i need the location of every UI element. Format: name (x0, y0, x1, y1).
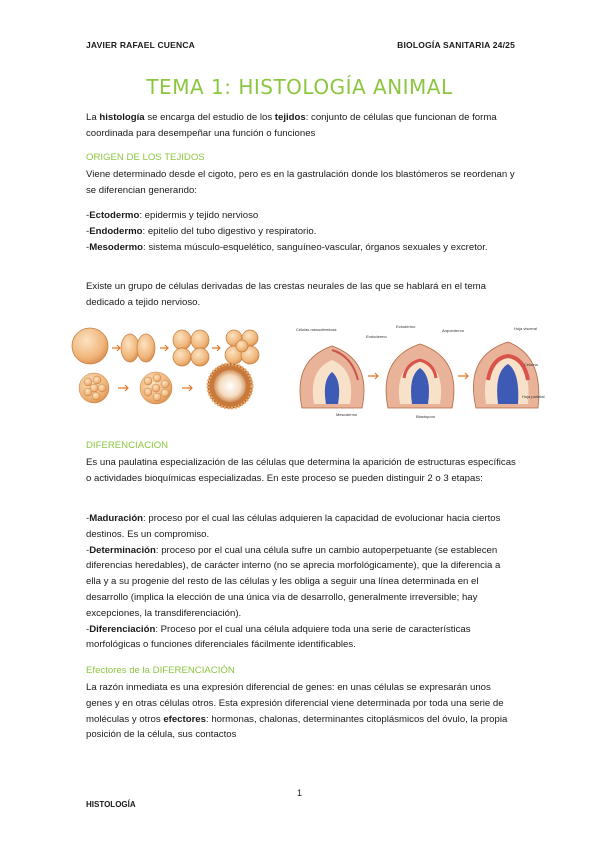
header-author: JAVIER RAFAEL CUENCA (86, 40, 196, 50)
label-blastoporo: Blastoporo (416, 414, 436, 419)
origen-paragraph: Viene determinado desde el cigoto, pero es en la gastrulación donde los blastómeros se reordenan y se diferencian generando: (86, 169, 515, 196)
term-histologia: histología (99, 112, 145, 123)
page-number: 1 (297, 788, 303, 798)
list-item: -Determinación: proceso por el cual una célula sufre un cambio autoperpetuante (se establecen diferencias heredables), de carácter interno (no se aprecia morfológicamente), que la diferencia a ella y a su progenie del resto de las células y les obliga a seguir una línea determinada en el desarrollo (implica la elección de una única vía de desarrollo, generalmente irreversible; hay excepciones, la transdiferenciación). (86, 544, 501, 619)
gastrulation-figure (292, 320, 546, 420)
diferenciacion-list (86, 511, 516, 653)
label-arquenteron: Arquenteron (442, 328, 465, 333)
label-mesodermo: Mesodermo (336, 412, 358, 417)
list-item: -Maduración: proceso por el cual las células adquieren la capacidad de evolucionar hacia ciertos destinos. Es un compromiso. (86, 513, 501, 540)
list-item: -Diferenciación: Proceso por el cual una célula adquiere toda una serie de características morfológicas o funciones diferenciales fácilmente identificables. (86, 623, 471, 651)
label-hoja-visceral: Hoja visceral (514, 326, 537, 331)
label-hoja-parietal: Hoja parietal (522, 394, 545, 399)
intro-paragraph: La histología se encarga del estudio de los tejidos: conjunto de células que funcionan de forma coordinada para desempeñar una función o funciones (86, 112, 497, 139)
list-item: -Ectodermo: epidermis y tejido nervioso (86, 210, 259, 221)
section-diferenciacion-heading: DIFERENCIACION (86, 440, 169, 451)
footer-label: HISTOLOGÍA (86, 800, 136, 809)
header-course: BIOLOGÍA SANITARIA 24/25 (397, 40, 515, 50)
term-efectores: efectores (163, 713, 206, 725)
section-efectores-heading: Efectores de la DIFERENCIACIÓN (86, 665, 235, 676)
section-origen-heading: ORIGEN DE LOS TEJIDOS (86, 152, 205, 163)
page-title: TEMA 1: HISTOLOGÍA ANIMAL (146, 75, 453, 99)
term-tejidos: tejidos (274, 112, 306, 123)
label-ectodermo: Ectodermo (396, 324, 416, 329)
label-celulas-mesodermicas: Células mesodérmicas (296, 327, 337, 332)
cleavage-figure (64, 318, 290, 420)
list-item: -Endodermo: epitelio del tubo digestivo y respiratorio. (86, 225, 317, 237)
label-celoma: Celoma (524, 362, 538, 367)
list-item: -Mesodermo: sistema músculo-esquelético, sanguíneo-vascular, órganos sexuales y excretor. (86, 241, 488, 253)
efectores-paragraph: La razón inmediata es una expresión diferencial de genes: en unas células se expresarán unos genes y en otras células otros. Esta expresión diferencial viene determinada por toda una serie de moléculas y otros efectores: hormonas, chalonas, determinantes citoplásmicos del óvulo, la propia posición de la célula, sus contactos (86, 682, 508, 741)
diferenciacion-paragraph: Es una paulatina especialización de las células que determina la aparición de estructuras específicas o actividades bioquímicas especializadas. En este proceso se pueden distinguir 2 o 3 etapas: (86, 457, 516, 484)
origen-extra: Existe un grupo de células derivadas de las crestas neurales de las que se hablará en el tema dedicado a tejido nervioso. (86, 281, 486, 308)
origen-list (86, 208, 516, 255)
label-endodermo: Endodermo (366, 334, 387, 339)
